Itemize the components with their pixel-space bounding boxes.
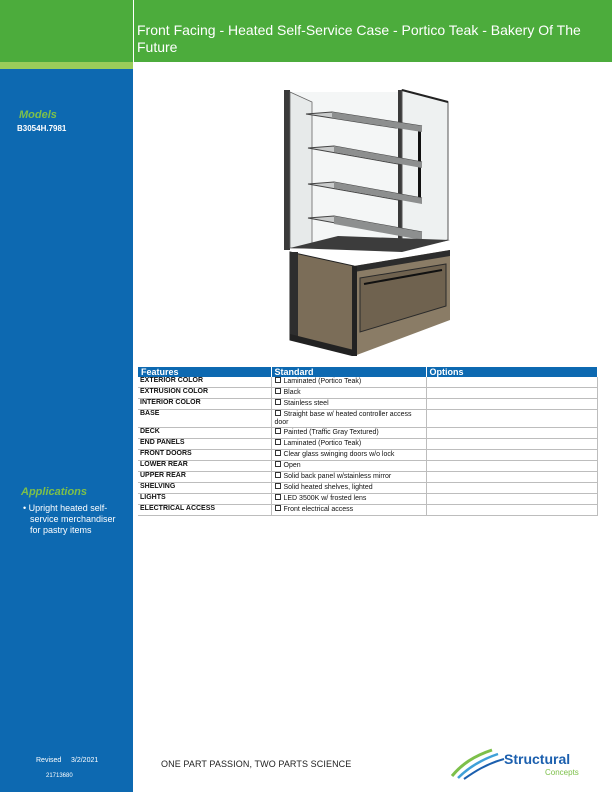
checkbox-icon <box>275 450 281 456</box>
standard-text: LED 3500K w/ frosted lens <box>283 495 367 502</box>
table-row <box>138 399 597 410</box>
revised-date: 3/2/2021 <box>71 757 99 764</box>
standard-text: Laminated (Portico Teak) <box>283 378 362 385</box>
applications-list <box>22 503 127 536</box>
feature-cell: DECK <box>138 428 271 439</box>
options-cell <box>426 388 597 399</box>
standard-cell <box>271 399 426 410</box>
tagline: ONE PART PASSION, TWO PARTS SCIENCE <box>161 759 352 769</box>
options-cell <box>426 399 597 410</box>
document-number: 21713680 <box>46 773 73 779</box>
standard-text: Clear glass swinging doors w/o lock <box>283 451 395 458</box>
standard-text: Open <box>283 462 301 469</box>
standard-text: Black <box>283 389 301 396</box>
model-number: B3054H.7981 <box>17 124 67 133</box>
standard-cell <box>271 450 426 461</box>
standard-cell <box>271 377 426 388</box>
feature-cell: ELECTRICAL ACCESS <box>138 505 271 516</box>
table-row <box>138 388 597 399</box>
checkbox-icon <box>275 483 281 489</box>
feature-cell: LOWER REAR <box>138 461 271 472</box>
standard-cell <box>271 461 426 472</box>
feature-cell: LIGHTS <box>138 494 271 505</box>
column-header-standard: Standard <box>271 367 426 377</box>
product-image <box>272 88 462 356</box>
features-table-body <box>138 377 597 516</box>
models-heading: Models <box>19 109 57 121</box>
table-row <box>138 483 597 494</box>
standard-text: Stainless steel <box>283 400 329 407</box>
options-cell <box>426 439 597 450</box>
column-header-features: Features <box>138 367 271 377</box>
logo-name: Structural <box>504 751 571 767</box>
feature-cell: FRONT DOORS <box>138 450 271 461</box>
options-cell <box>426 483 597 494</box>
standard-cell <box>271 483 426 494</box>
table-row <box>138 439 597 450</box>
checkbox-icon <box>275 472 281 478</box>
applications-heading: Applications <box>21 486 88 498</box>
feature-cell: INTERIOR COLOR <box>138 399 271 410</box>
standard-text: Laminated (Portico Teak) <box>283 440 362 447</box>
application-item: • Upright heated self-service merchandiser for pastry items <box>23 503 116 535</box>
options-cell <box>426 428 597 439</box>
standard-text: Front electrical access <box>283 506 354 513</box>
standard-cell <box>271 410 426 428</box>
page-title: Front Facing - Heated Self-Service Case - Portico Teak - Bakery Of The Future <box>137 22 581 55</box>
table-row <box>138 461 597 472</box>
application-item-text: Upright heated self-service merchandiser for pastry items <box>28 503 116 535</box>
table-row <box>138 472 597 483</box>
checkbox-icon <box>275 399 281 405</box>
feature-cell: END PANELS <box>138 439 271 450</box>
standard-cell <box>271 428 426 439</box>
sidebar-accent-stripe <box>0 62 133 69</box>
company-logo <box>448 746 600 780</box>
table-row <box>138 428 597 439</box>
options-cell <box>426 472 597 483</box>
standard-cell <box>271 505 426 516</box>
features-table <box>138 367 598 516</box>
standard-text: Straight base w/ heated controller access door <box>274 411 412 426</box>
standard-cell <box>271 439 426 450</box>
standard-cell <box>271 494 426 505</box>
options-cell <box>426 377 597 388</box>
checkbox-icon <box>275 461 281 467</box>
table-row <box>138 505 597 516</box>
table-row <box>138 450 597 461</box>
standard-text: Solid heated shelves, lighted <box>283 484 373 491</box>
checkbox-icon <box>275 428 281 434</box>
feature-cell: EXTERIOR COLOR <box>138 377 271 388</box>
checkbox-icon <box>275 377 281 383</box>
checkbox-icon <box>275 388 281 394</box>
checkbox-icon <box>275 439 281 445</box>
standard-cell <box>271 472 426 483</box>
revised-label: Revised <box>36 757 62 764</box>
standard-cell <box>271 388 426 399</box>
standard-text: Solid back panel w/stainless mirror <box>283 473 392 480</box>
checkbox-icon <box>275 505 281 511</box>
feature-cell: BASE <box>138 410 271 428</box>
options-cell <box>426 450 597 461</box>
logo-subname: Concepts <box>545 768 579 777</box>
options-cell <box>426 410 597 428</box>
table-row <box>138 410 597 428</box>
feature-cell: SHELVING <box>138 483 271 494</box>
table-header-row <box>138 367 597 377</box>
table-row <box>138 494 597 505</box>
swoosh-logo-icon <box>448 746 508 780</box>
checkbox-icon <box>275 410 281 416</box>
options-cell <box>426 461 597 472</box>
header-band-left <box>0 0 133 62</box>
column-header-options: Options <box>426 367 597 377</box>
checkbox-icon <box>275 494 281 500</box>
feature-cell: UPPER REAR <box>138 472 271 483</box>
feature-cell: EXTRUSION COLOR <box>138 388 271 399</box>
options-cell <box>426 494 597 505</box>
standard-text: Painted (Traffic Gray Textured) <box>283 429 379 436</box>
options-cell <box>426 505 597 516</box>
table-row <box>138 377 597 388</box>
